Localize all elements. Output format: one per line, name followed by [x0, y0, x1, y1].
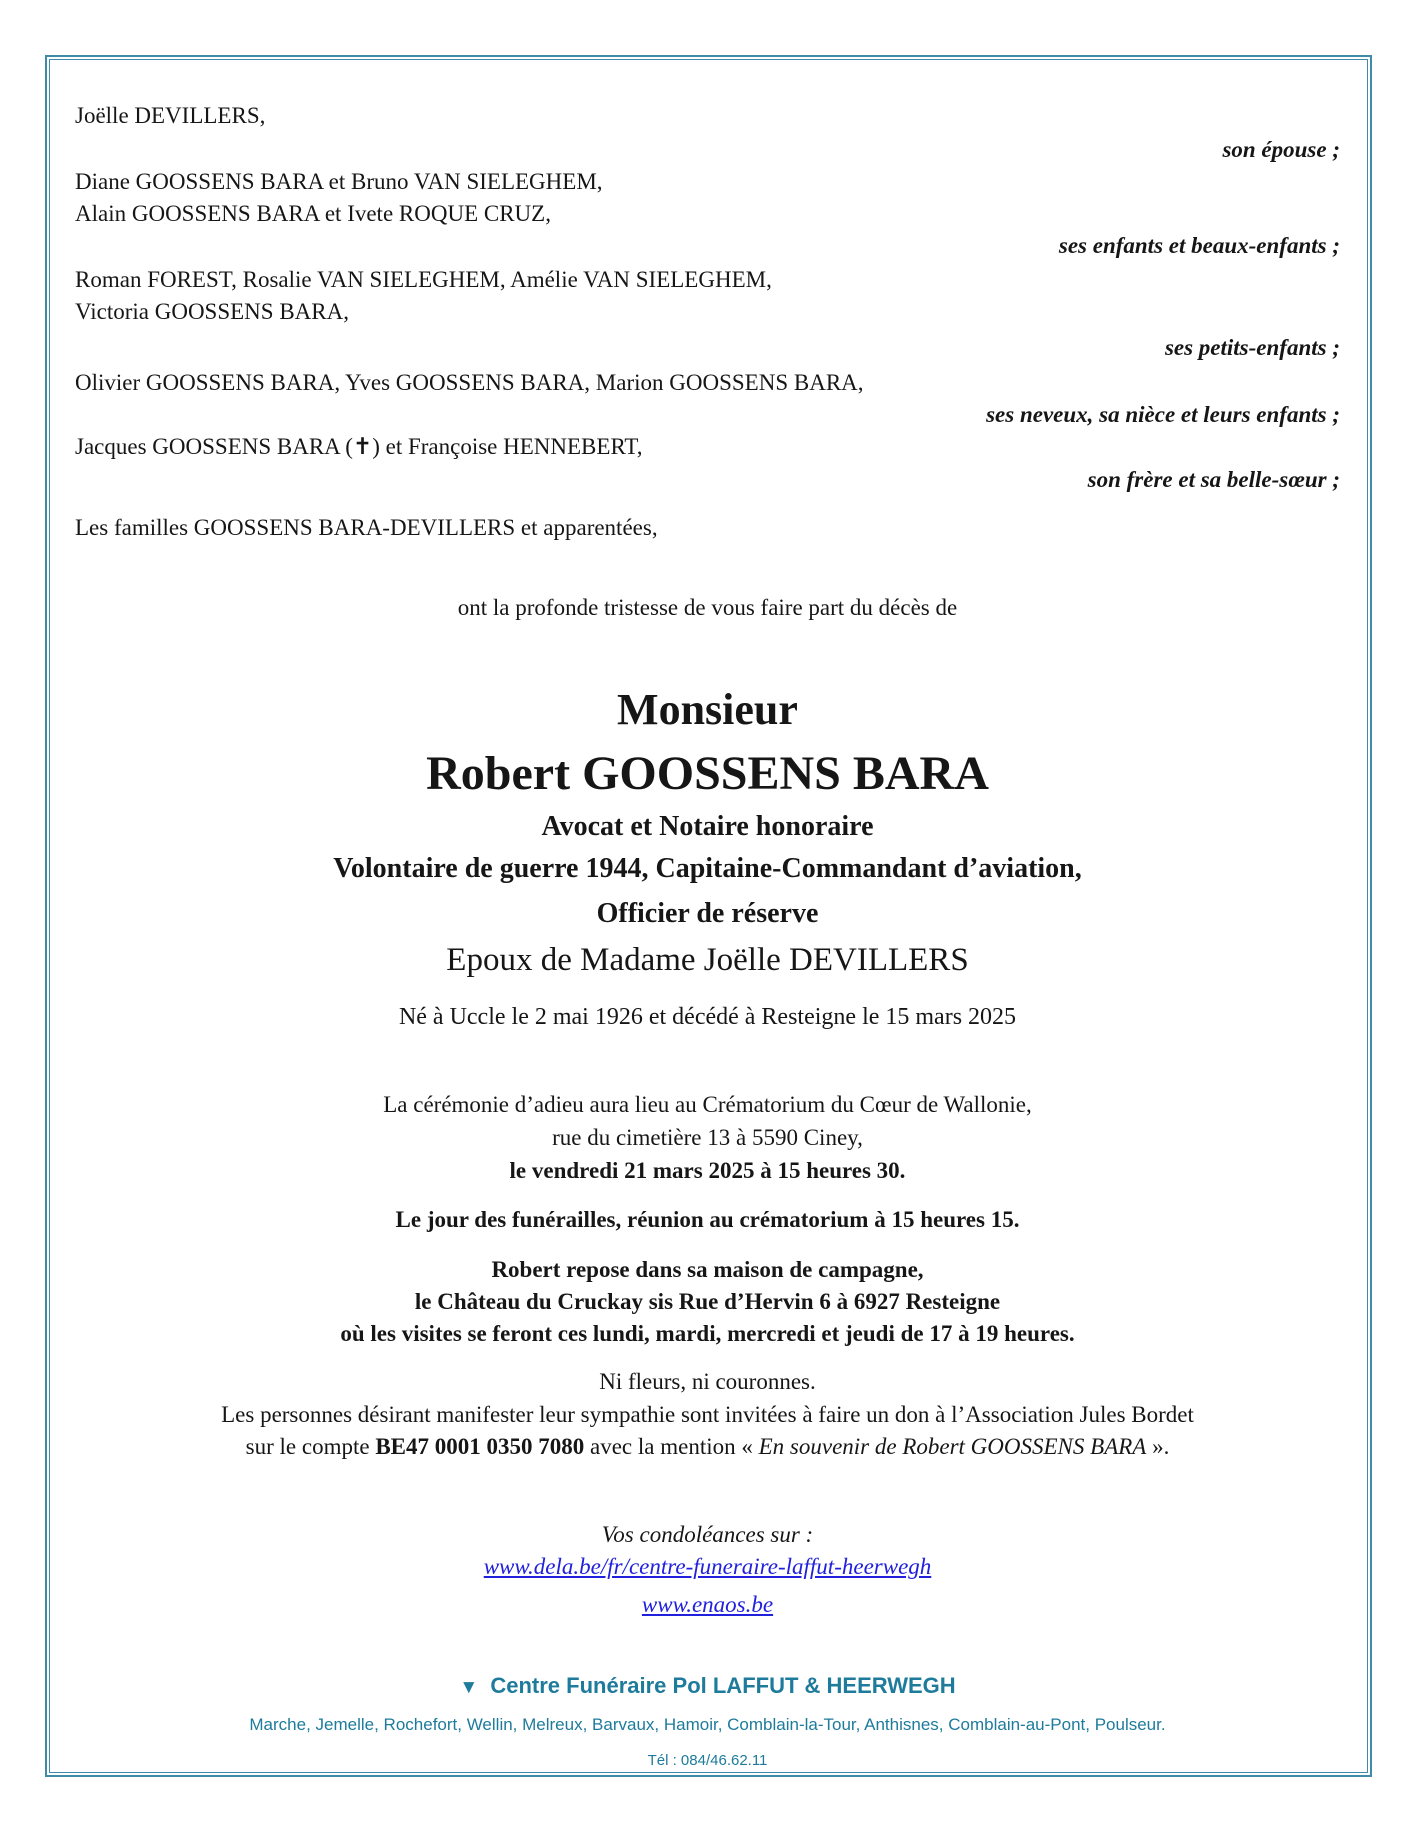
donation-line: Les personnes désirant manifester leur sympathie sont invitées à faire un don à l’Association Jules Bordet: [221, 1402, 1194, 1427]
spouse-line: Epoux de Madame Joëlle DEVILLERS: [446, 942, 969, 978]
deceased-name: Robert GOOSSENS BARA: [426, 747, 989, 800]
funeral-home-name: Centre Funéraire Pol LAFFUT & HEERWEGH: [490, 1673, 956, 1698]
condolence-links: [75, 1551, 1340, 1583]
deceased-title: Monsieur: [617, 685, 798, 734]
condolence-link-enaos[interactable]: www.enaos.be: [641, 1592, 774, 1617]
funeral-home-phone: Tél : 084/46.62.11: [647, 1752, 768, 1769]
donation-paragraph: [75, 1399, 1340, 1463]
relation-label: son frère et sa belle-sœur ;: [1087, 467, 1340, 492]
donation-line: [75, 1431, 1340, 1463]
relation-label: ses petits-enfants ;: [1164, 335, 1340, 360]
relation-label: ses neveux, sa nièce et leurs enfants ;: [986, 402, 1340, 427]
announcement-line: ont la profonde tristesse de vous faire part du décès de: [457, 595, 958, 620]
funeral-home-banner: [75, 1671, 1340, 1703]
repose-paragraph: [75, 1254, 1340, 1350]
honor-line: Volontaire de guerre 1944, Capitaine-Commandant d’aviation,: [333, 853, 1082, 884]
funeral-meeting-line: Le jour des funérailles, réunion au crématorium à 15 heures 15.: [395, 1207, 1020, 1232]
donation-text: ».: [1146, 1434, 1170, 1459]
no-flowers-line: Ni fleurs, ni couronnes.: [599, 1369, 816, 1394]
ceremony-datetime: le vendredi 21 mars 2025 à 15 heures 30.: [509, 1158, 906, 1183]
donation-text: sur le compte: [245, 1434, 376, 1459]
mourner-names: Jacques GOOSSENS BARA (✝) et Françoise HENNEBERT,: [75, 434, 643, 459]
obituary-content: [75, 0, 1340, 1772]
relation-label: son épouse ;: [1222, 137, 1340, 162]
honor-line: Officier de réserve: [596, 898, 819, 929]
condolences-label: Vos condoléances sur :: [601, 1522, 814, 1547]
mourner-names: Alain GOOSSENS BARA et Ivete ROQUE CRUZ,: [75, 201, 551, 226]
honor-line: Avocat et Notaire honoraire: [541, 811, 874, 842]
ceremony-paragraph: [75, 1088, 1340, 1187]
mourner-names: Victoria GOOSSENS BARA,: [75, 299, 349, 324]
mourner-names: Olivier GOOSSENS BARA, Yves GOOSSENS BARA, Marion GOOSSENS BARA,: [75, 370, 864, 395]
families-line: Les familles GOOSSENS BARA-DEVILLERS et apparentées,: [75, 515, 658, 540]
repose-line: où les visites se feront ces lundi, mardi, mercredi et jeudi de 17 à 19 heures.: [340, 1321, 1075, 1346]
repose-line: Robert repose dans sa maison de campagne,: [491, 1257, 924, 1282]
mourner-names: Joëlle DEVILLERS,: [75, 103, 266, 128]
triangle-icon: ▼: [459, 1677, 479, 1698]
ceremony-line: rue du cimetière 13 à 5590 Ciney,: [552, 1125, 863, 1150]
donation-account: BE47 0001 0350 7080: [375, 1434, 585, 1459]
birth-death-line: Né à Uccle le 2 mai 1926 et décédé à Resteigne le 15 mars 2025: [398, 1004, 1017, 1030]
ceremony-line: La cérémonie d’adieu aura lieu au Crématorium du Cœur de Wallonie,: [383, 1092, 1032, 1117]
funeral-home-locations: Marche, Jemelle, Rochefort, Wellin, Melreux, Barvaux, Hamoir, Comblain-la-Tour, Anthisnes, Comblain-au-Pont, Poulseur.: [249, 1715, 1166, 1734]
condolence-links: [75, 1589, 1340, 1621]
relation-label: ses enfants et beaux-enfants ;: [1058, 233, 1340, 258]
donation-text: avec la mention «: [584, 1434, 759, 1459]
mourner-names: Roman FOREST, Rosalie VAN SIELEGHEM, Amélie VAN SIELEGHEM,: [75, 267, 772, 292]
condolence-link-dela[interactable]: www.dela.be/fr/centre-funeraire-laffut-heerwegh: [483, 1554, 932, 1579]
donation-mention: En souvenir de Robert GOOSSENS BARA: [758, 1434, 1147, 1459]
mourner-names: Diane GOOSSENS BARA et Bruno VAN SIELEGHEM,: [75, 169, 603, 194]
repose-line: le Château du Cruckay sis Rue d’Hervin 6 à 6927 Resteigne: [414, 1289, 1001, 1314]
